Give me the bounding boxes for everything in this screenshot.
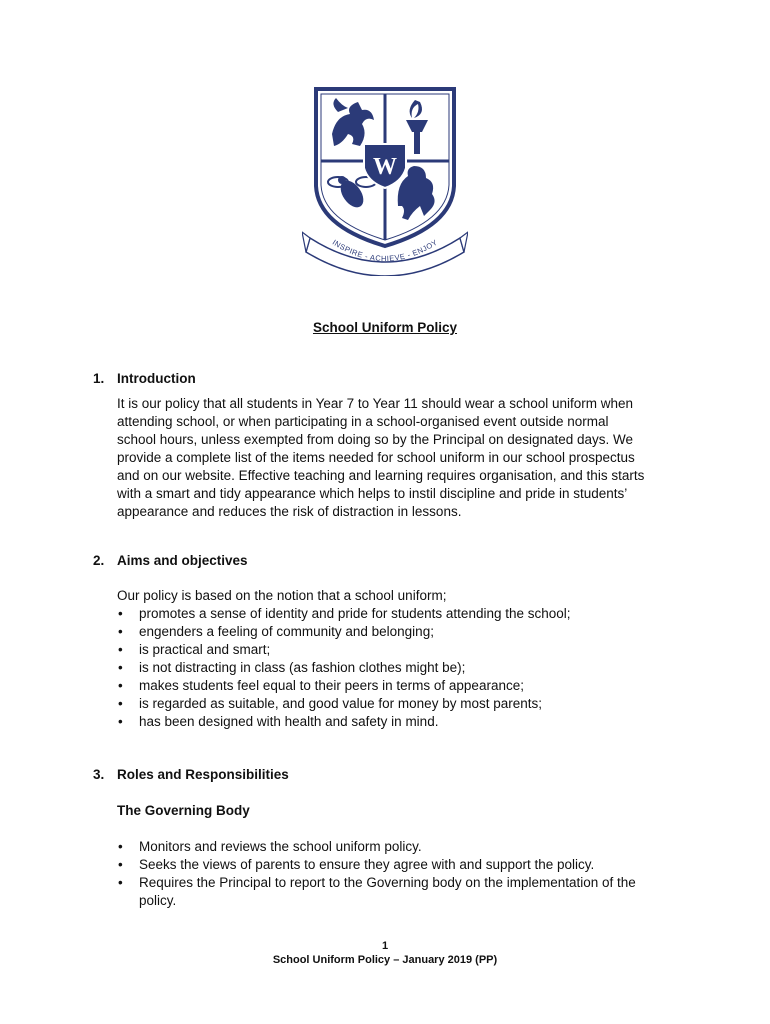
list-item: • is not distracting in class (as fashion clothes might be); [118, 660, 466, 675]
monogram-letter: W [373, 154, 397, 180]
page-number: 1 [381, 940, 389, 952]
document-title: School Uniform Policy [312, 320, 458, 335]
list-item: • Seeks the views of parents to ensure they agree with and support the policy. [118, 857, 595, 872]
list-item: • Requires the Principal to report to the Governing body on the implementation of the policy. [118, 875, 636, 908]
governing-body-list [93, 838, 693, 910]
footer-text: School Uniform Policy – January 2019 (PP) [272, 954, 498, 966]
list-item: • promotes a sense of identity and pride for students attending the school; [118, 606, 571, 621]
section-heading: 1. Introduction [93, 371, 196, 386]
list-item: • is practical and smart; [118, 642, 271, 657]
section-heading: 2. Aims and objectives [93, 553, 248, 568]
list-item: • Monitors and reviews the school uniform policy. [118, 839, 422, 854]
list-item: • has been designed with health and safety in mind. [118, 714, 439, 729]
aims-lead-text: Our policy is based on the notion that a school uniform; [117, 588, 447, 603]
school-crest-logo [302, 86, 468, 276]
aims-list [93, 605, 693, 731]
list-item: • makes students feel equal to their peers in terms of appearance; [118, 678, 524, 693]
section-heading: 3. Roles and Responsibilities [93, 767, 289, 782]
page-footer [0, 939, 770, 967]
motto-text: INSPIRE - ACHIEVE - ENJOY [330, 237, 440, 264]
list-item: • engenders a feeling of community and belonging; [118, 624, 434, 639]
section-introduction [93, 370, 693, 521]
list-item: • is regarded as suitable, and good value for money by most parents; [118, 696, 542, 711]
section-roles [93, 766, 693, 910]
governing-body-subheading: The Governing Body [117, 803, 250, 818]
section-aims [93, 552, 693, 731]
introduction-paragraph: It is our policy that all students in Year 7 to Year 11 should wear a school uniform when attending school, or when participating in a school-organised event outside normal school hours, unless exempted from doing so by the Principal on designated days. We provide a complete list of the items needed for school uniform in our school prospectus and on our website. Effective teaching and learning requires organisation, and this starts with a smart and tidy appearance which helps to instil discipline and pride in students’ appearance and reduces the risk of distraction in lessons. [117, 396, 645, 519]
